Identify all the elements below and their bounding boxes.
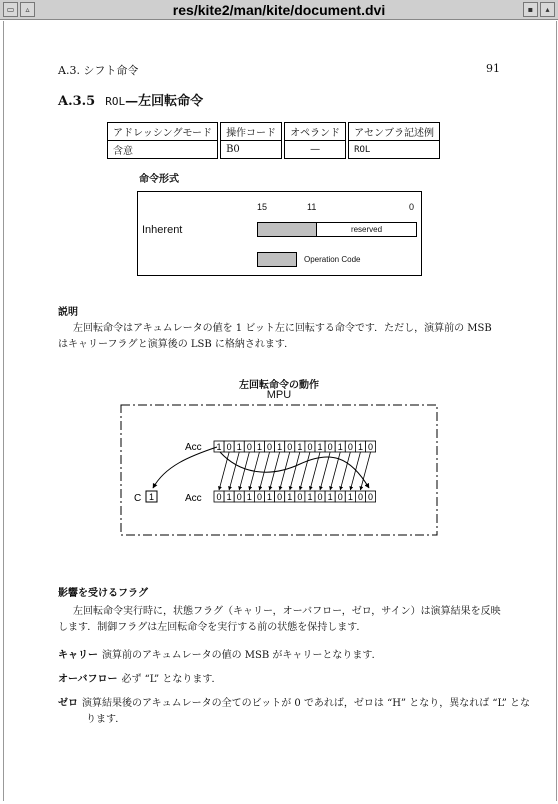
flag-item-carry	[58, 648, 531, 664]
table-header-cell: 操作コード	[220, 122, 282, 140]
shift-arrow	[300, 452, 310, 490]
bit-value: 1	[267, 492, 273, 502]
acc-after-row	[214, 491, 376, 502]
bit-value: 1	[256, 442, 262, 452]
carry-label: C	[134, 493, 142, 504]
shift-arrow	[229, 452, 239, 490]
mode-label: Inherent	[142, 224, 183, 236]
window-titlebar	[0, 0, 558, 20]
table-cell-operand: —	[284, 140, 346, 159]
shift-arrow	[360, 452, 370, 490]
bit-label-15: 15	[257, 202, 268, 212]
shift-arrow	[290, 452, 300, 490]
figure-title: 左回転命令の動作	[239, 380, 319, 391]
msb-to-lsb-arrow	[220, 452, 369, 488]
table-header-cell: アドレッシングモード	[107, 122, 218, 140]
page-number: 91	[486, 62, 500, 75]
instruction-format-box	[137, 191, 422, 276]
flag-name: キャリー	[58, 650, 98, 661]
acc-before-row	[214, 441, 376, 452]
bit-value: 1	[317, 442, 323, 452]
table-cell-opcode: B0	[220, 140, 282, 159]
bit-value: 0	[277, 492, 283, 502]
flag-text: 演算前のアキュムレータの値の MSB がキャリーとなります．	[102, 650, 382, 661]
bit-value: 0	[368, 492, 374, 502]
bit-value: 1	[216, 442, 222, 452]
bit-value: 1	[287, 492, 293, 502]
shift-arrow	[239, 452, 249, 490]
window-title: res/kite2/man/kite/document.dvi	[172, 2, 386, 18]
msb-to-carry-arrow	[153, 447, 217, 488]
bit-value: 1	[246, 492, 252, 502]
bit-value: 0	[357, 492, 363, 502]
reserved-field: reserved	[316, 222, 417, 237]
flags-heading: 影響を受けるフラグ	[58, 588, 148, 599]
flag-name: ゼロ	[58, 698, 78, 709]
opcode-field	[257, 222, 317, 237]
bit-value: 0	[307, 442, 313, 452]
section-number: A.3.5	[58, 94, 96, 109]
bit-value: 1	[337, 442, 343, 452]
flag-text: 演算結果後のアキュムレータの全てのビットが 0 であれば，ゼロは “H” となり，異なれば “L” となります．	[82, 698, 531, 725]
bit-value: 0	[226, 442, 232, 452]
table-header-cell: アセンブラ記述例	[348, 122, 440, 140]
bit-value: 1	[357, 442, 363, 452]
window-shade-icon[interactable]: ▵	[20, 2, 35, 17]
bit-value: 1	[277, 442, 283, 452]
flag-item-zero	[58, 696, 531, 728]
bit-value: 0	[347, 442, 353, 452]
flag-item-overflow	[58, 672, 531, 688]
section-title	[58, 90, 203, 109]
bit-value: 1	[347, 492, 353, 502]
window-menu-icon[interactable]: ▭	[3, 2, 18, 17]
shift-arrow	[340, 452, 350, 490]
shift-arrows	[219, 452, 370, 490]
table-cell-mode: 含意	[107, 140, 218, 159]
bit-value: 1	[297, 442, 303, 452]
window-minimize-icon[interactable]: ▪	[523, 2, 538, 17]
table-cell-asm: ROL	[348, 140, 440, 159]
shift-arrow	[219, 452, 229, 490]
flag-text: 必ず “L” となります．	[121, 674, 222, 685]
bit-value: 1	[327, 492, 333, 502]
running-header-section: A.3. シフト命令	[58, 64, 139, 77]
bit-value: 0	[267, 442, 273, 452]
flag-name: オーバフロー	[58, 674, 118, 685]
rotate-diagram	[120, 404, 440, 540]
bit-value: 0	[216, 492, 222, 502]
format-heading: 命令形式	[139, 174, 179, 185]
description-text: 左回転命令はアキュムレータの値を 1 ビット左に回転する命令です．ただし，演算前の MSB はキャリーフラグと演算後の LSB に格納されます．	[58, 323, 492, 350]
bit-label-0: 0	[409, 202, 415, 212]
table-header-cell: オペランド	[284, 122, 346, 140]
window-maximize-icon[interactable]: ▴	[540, 2, 555, 17]
bit-value: 0	[236, 492, 242, 502]
bit-value: 0	[337, 492, 343, 502]
figure-subtitle: MPU	[266, 389, 292, 401]
bit-value: 0	[287, 442, 293, 452]
bit-value: 0	[327, 442, 333, 452]
table-header-row	[107, 122, 440, 140]
bit-value: 0	[368, 442, 374, 452]
section-title-text: —左回転命令	[125, 94, 204, 109]
section-mnemonic: ROL	[105, 95, 126, 108]
legend-swatch	[257, 252, 297, 267]
addressing-mode-table	[105, 122, 442, 159]
carry-value: 1	[148, 492, 155, 502]
shift-arrow	[350, 452, 360, 490]
table-row	[107, 140, 440, 159]
bit-value: 1	[307, 492, 313, 502]
bit-value: 0	[297, 492, 303, 502]
legend-label: Operation Code	[304, 255, 361, 264]
bit-value: 0	[246, 442, 252, 452]
bit-value: 1	[236, 442, 242, 452]
description-heading: 説明	[58, 307, 78, 318]
acc-after-label: Acc	[185, 493, 202, 504]
acc-before-label: Acc	[185, 442, 202, 453]
bit-value: 0	[256, 492, 262, 502]
bit-value: 0	[317, 492, 323, 502]
shift-arrow	[259, 452, 269, 490]
bit-value: 1	[226, 492, 232, 502]
bit-label-11: 11	[307, 202, 317, 212]
flags-intro: 左回転命令実行時に，状態フラグ（キャリー，オーバフロー，ゼロ，サイン）は演算結果を反映します．制御フラグは左回転命令を実行する前の状態を保持します．	[58, 606, 501, 633]
